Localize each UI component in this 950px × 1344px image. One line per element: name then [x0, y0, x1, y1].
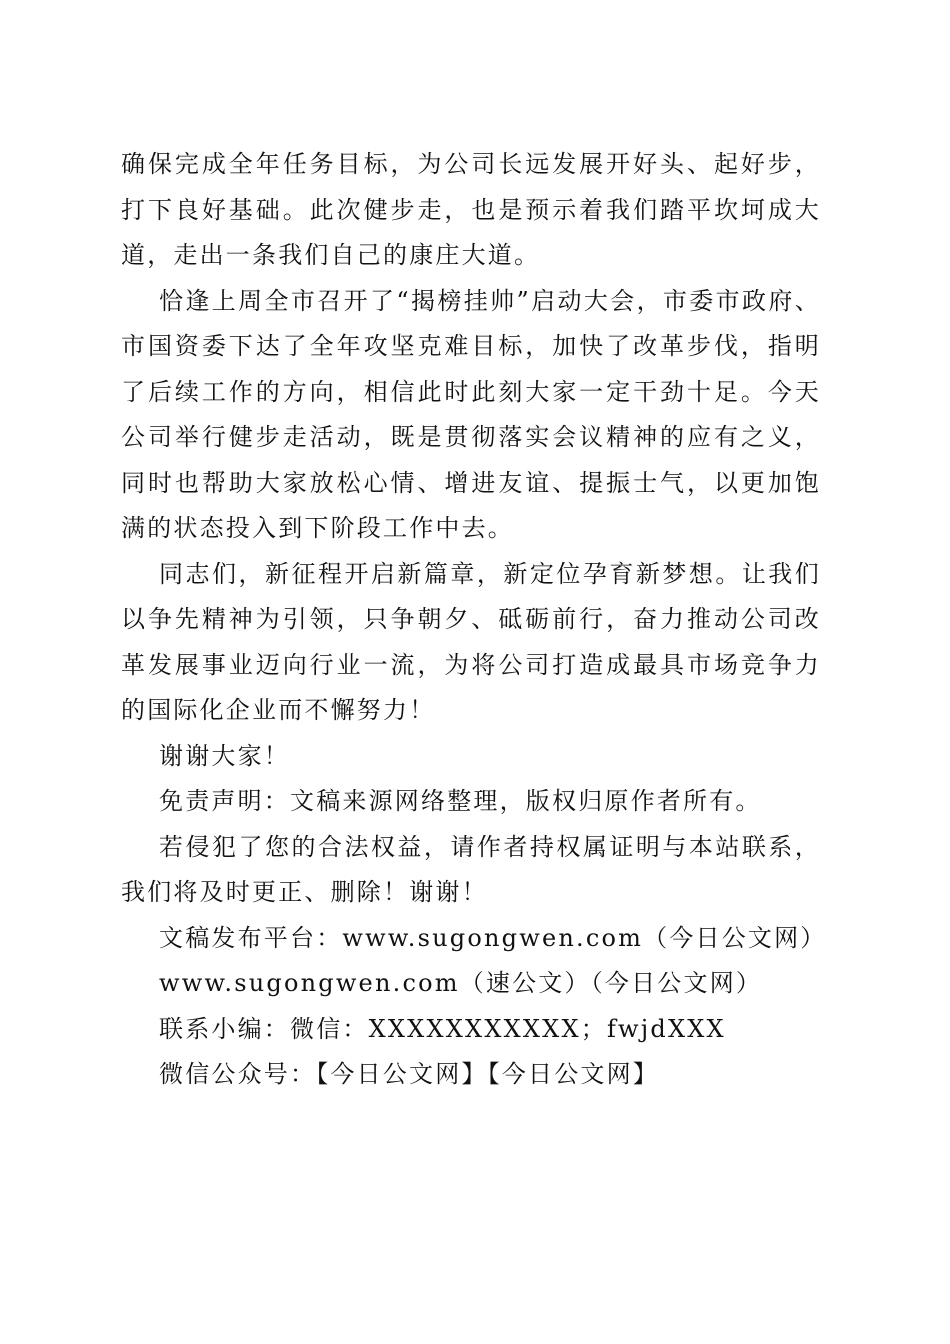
paragraph-contact: 联系小编：微信：XXXXXXXXXXX；fwjdXXX	[159, 1014, 726, 1043]
paragraph-continuation: 确保完成全年任务目标，为公司长远发展开好头、起好步，打下良好基础。此次健步走，也是预示着我们踏平坎坷成大道，走出一条我们自己的康庄大道。	[121, 150, 821, 269]
document-body	[121, 142, 827, 1098]
paragraph-meeting: 恰逢上周全市召开了“揭榜挂帅”启动大会，市委市政府、市国资委下达了全年攻坚克难目标，加快了改革步伐，指明了后续工作的方向，相信此时此刻大家一定干劲十足。今天公司举行健步走活动，既是贯彻落实会议精神的应有之义，同时也帮助大家放松心情、增进友谊、提振士气，以更加饱满的状态投入到下阶段工作中去。	[121, 286, 821, 542]
paragraph-website: www.sugongwen.com（速公文）（今日公文网）	[159, 969, 763, 997]
paragraph-thanks: 谢谢大家！	[159, 741, 290, 770]
paragraph-platform: 文稿发布平台：www.sugongwen.com（今日公文网）	[159, 923, 827, 952]
paragraph-disclaimer: 免责声明：文稿来源网络整理，版权归原作者所有。	[159, 787, 762, 815]
paragraph-infringement-notice: 若侵犯了您的合法权益，请作者持权属证明与本站联系，我们将及时更正、删除！谢谢！	[121, 832, 821, 906]
paragraph-official-account: 微信公众号：【今日公文网】【今日公文网】	[159, 1060, 659, 1088]
paragraph-call-to-action: 同志们，新征程开启新篇章，新定位孕育新梦想。让我们以争先精神为引领，只争朝夕、砥砺前行，奋力推动公司改革发展事业迈向行业一流，为将公司打造成最具市场竞争力的国际化企业而不懈努力！	[121, 559, 821, 724]
